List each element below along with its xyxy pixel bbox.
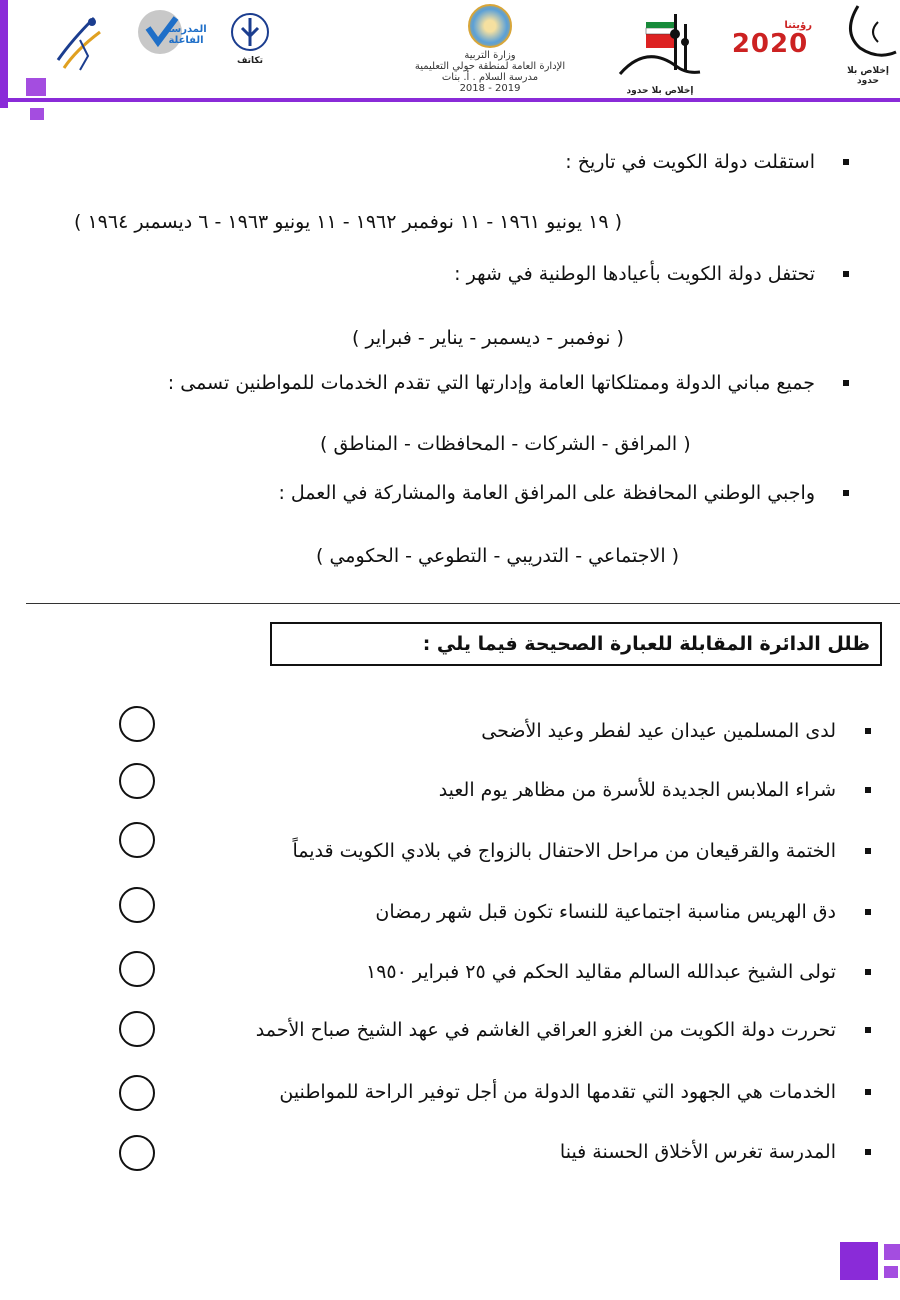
accent-square	[884, 1266, 898, 1278]
bullet	[865, 787, 871, 793]
answer-circle[interactable]	[119, 1075, 155, 1111]
left-accent-bar	[0, 0, 8, 108]
effective-school-logo: المدرسة الفاعلة	[132, 6, 210, 62]
ministry-line: الإدارة العامة لمنطقة حولي التعليمية	[414, 61, 566, 72]
statement-text: شراء الملابس الجديدة للأسرة من مظاهر يوم العيد	[438, 779, 836, 801]
takatof-logo: تكاتف	[226, 12, 274, 70]
statement-text: لدى المسلمين عيدان عيد لفطر وعيد الأضحى	[481, 720, 836, 742]
ministry-line: وزارة التربية	[464, 50, 516, 61]
question-text: واجبي الوطني المحافظة على المرافق العامة والمشاركة في العمل :	[278, 482, 815, 504]
ministry-line: مدرسة السلام . أ. بنات	[441, 72, 539, 83]
statement-text: الختمة والقرقيعان من مراحل الاحتفال بالزواج في بلادي الكويت قديماً	[292, 840, 836, 862]
vision-2020-logo: رؤيتنا 2020	[731, 20, 812, 59]
accent-square	[840, 1242, 878, 1280]
question-text: استقلت دولة الكويت في تاريخ :	[565, 151, 815, 173]
ministry-line: 2018 - 2019	[459, 83, 521, 94]
answer-circle[interactable]	[119, 1011, 155, 1047]
statement-text: دق الهريس مناسبة اجتماعية للنساء تكون قبل شهر رمضان	[375, 901, 836, 923]
answer-circle[interactable]	[119, 822, 155, 858]
bullet	[865, 1027, 871, 1033]
answer-circle[interactable]	[119, 951, 155, 987]
answer-circle[interactable]	[119, 1135, 155, 1171]
section-title: ظلل الدائرة المقابلة للعبارة الصحيحة فيما يلي :	[422, 633, 870, 655]
sincerity-logo: إخلاص بلا حدود	[838, 2, 898, 82]
answer-options: ( الاجتماعي - التدريبي - التطوعي - الحكومي )	[316, 545, 680, 567]
question-text: تحتفل دولة الكويت بأعيادها الوطنية في شهر :	[454, 263, 815, 285]
question-text: جميع مباني الدولة وممتلكاتها العامة وإدارتها التي تقدم الخدمات للمواطنين تسمى :	[167, 372, 815, 394]
answer-circle[interactable]	[119, 887, 155, 923]
accent-square	[884, 1244, 900, 1260]
bullet	[865, 848, 871, 854]
answer-circle[interactable]	[119, 763, 155, 799]
bullet	[843, 490, 849, 496]
towers-logo: إخلاص بلا حدود	[616, 4, 704, 96]
bullet	[865, 1089, 871, 1095]
bullet	[843, 271, 849, 277]
bullet	[843, 380, 849, 386]
bullet	[865, 728, 871, 734]
bullet	[865, 1149, 871, 1155]
section-divider	[26, 603, 900, 604]
bullet	[865, 969, 871, 975]
runner-logo	[50, 10, 108, 72]
statement-text: الخدمات هي الجهود التي تقدمها الدولة من أجل توفير الراحة للمواطنين	[279, 1081, 836, 1103]
statement-text: تولى الشيخ عبدالله السالم مقاليد الحكم في ٢٥ فبراير ١٩٥٠	[366, 961, 836, 983]
answer-options: ( ١٩ يونيو ١٩٦١ - ١١ نوفمبر ١٩٦٢ - ١١ يونيو ١٩٦٣ - ٦ ديسمبر ١٩٦٤ )	[74, 211, 623, 233]
bullet	[843, 159, 849, 165]
answer-options: ( المرافق - الشركات - المحافظات - المناطق )	[320, 433, 691, 455]
answer-circle[interactable]	[119, 706, 155, 742]
kuwait-emblem	[468, 4, 512, 48]
answer-options: ( نوفمبر - ديسمبر - يناير - فبراير )	[352, 327, 624, 349]
ministry-header	[410, 4, 570, 94]
section-title-box	[270, 622, 882, 666]
statement-text: المدرسة تغرس الأخلاق الحسنة فينا	[559, 1141, 836, 1163]
accent-square	[30, 108, 44, 120]
bullet	[865, 909, 871, 915]
statement-text: تحررت دولة الكويت من الغزو العراقي الغاشم في عهد الشيخ صباح الأحمد	[255, 1019, 836, 1041]
header-divider	[0, 98, 900, 102]
accent-square	[26, 78, 46, 96]
